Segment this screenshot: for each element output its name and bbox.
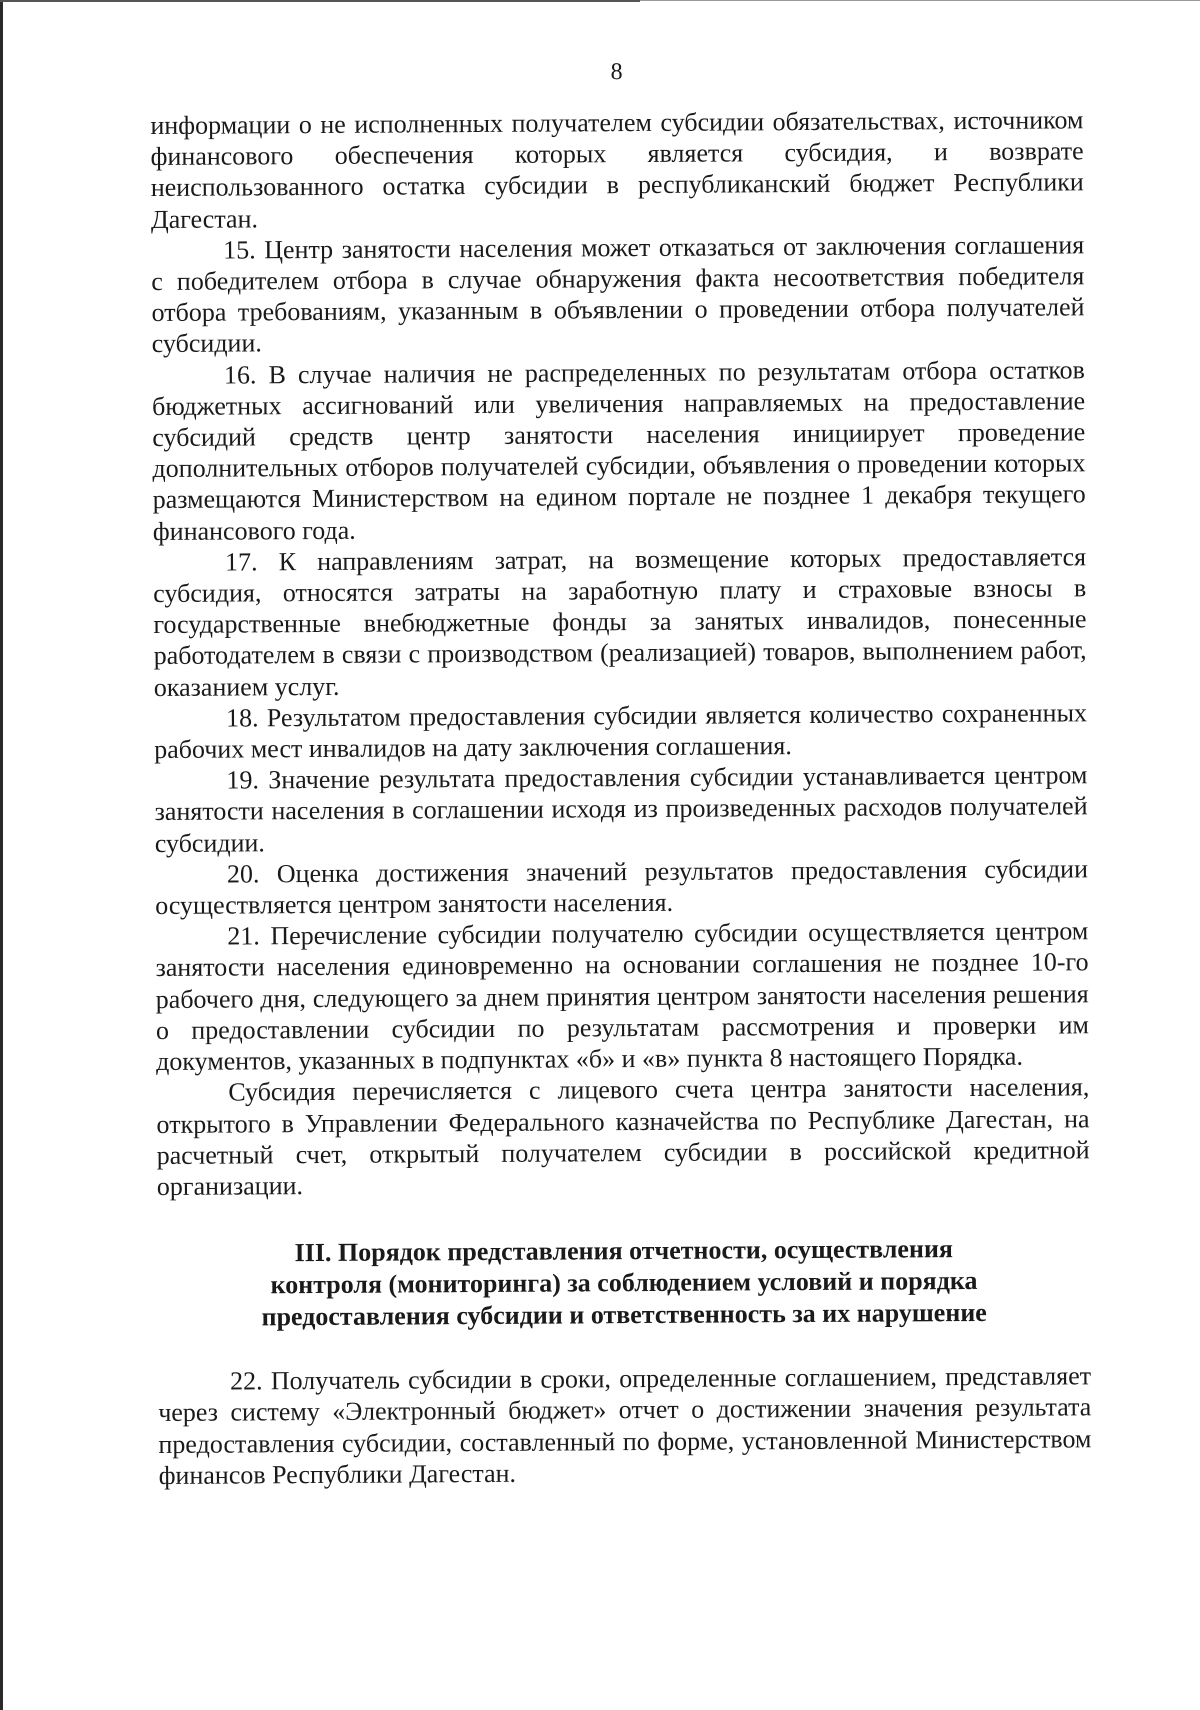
paragraph-item-17: 17. К направлениям затрат, на возмещение которых предоставляется субсидия, относятся затраты на заработную плату и страховые взносы в государственные внебюджетные фонды за занятых инвалидов, понесенные работодателем в связи с производством (реализацией) товаров, выполнением работ, оказанием услуг. [153,542,1087,702]
scan-edge-top [0,0,640,2]
paragraph-continuation: информации о не исполненных получателем субсидии обязательствах, источником финансового обеспечения которых является субсидия, и возврате неиспользованного остатка субсидии в республиканский бюджет Республики Дагестан. [150,105,1084,234]
paragraph-item-16: 16. В случае наличия не распределенных по результатам отбора остатков бюджетных ассигнований или увеличения направляемых на предоставление субсидий средств центр занятости населения инициирует проведение дополнительных отборов получателей субсидии, объявления о проведении которых размещаются Министерством на едином портале не позднее 1 декабря текущего финансового года. [152,354,1086,546]
paragraph-item-15: 15. Центр занятости населения может отказаться от заключения соглашения с победителем отбора в случае обнаружения факта несоответствия победителя отбора требованиям, указанным в объявлении о проведении отбора получателей субсидии. [151,230,1085,359]
section-heading-line: III. Порядок представления отчетности, осуществления [294,1234,954,1268]
section-heading-line: предоставления субсидии и ответственность за их нарушение [261,1298,987,1332]
section-heading-line: контроля (мониторинга) за соблюдением условий и порядка [270,1266,978,1300]
body-before-section [150,104,1090,1202]
paragraph-item-18: 18. Результатом предоставления субсидии является количество сохраненных рабочих мест инвалидов на дату заключения соглашения. [154,698,1088,765]
scan-edge-left [0,0,3,1710]
paragraph-item-20: 20. Оценка достижения значений результатов предоставления субсидии осуществляется центром занятости населения. [155,854,1089,921]
paragraph-item-19: 19. Значение результата предоставления субсидии устанавливается центром занятости населения в соглашении исходя из произведенных расходов получателей субсидии. [154,760,1088,858]
section-heading [157,1232,1091,1334]
page-number: 8 [610,59,623,86]
paragraph-item-22: 22. Получатель субсидии в сроки, определенные соглашением, представляет через систему «Электронный бюджет» отчет о достижении значения результата предоставления субсидии, составленный по форме, установленной Министерством финансов Республики Дагестан. [158,1361,1092,1490]
paragraph-item-21: 21. Перечисление субсидии получателю субсидии осуществляется центром занятости населения единовременно на основании соглашения не позднее 10-го рабочего дня, следующего за днем принятия центром занятости населения решения о предоставлении субсидии по результатам рассмотрения и проверки им документов, указанных в подпунктах «б» и «в» пункта 8 настоящего Порядка. [155,916,1089,1077]
document-page [150,54,1092,1491]
paragraph-item-21-continuation: Субсидия перечисляется с лицевого счета центра занятости населения, открытого в Управлении Федерального казначейства по Республике Дагестан, на расчетный счет, открытый получателем субсидии в российской кредитной организации. [156,1072,1090,1201]
body-after-section [158,1360,1092,1491]
scan-edge-top-right [640,0,1200,1]
